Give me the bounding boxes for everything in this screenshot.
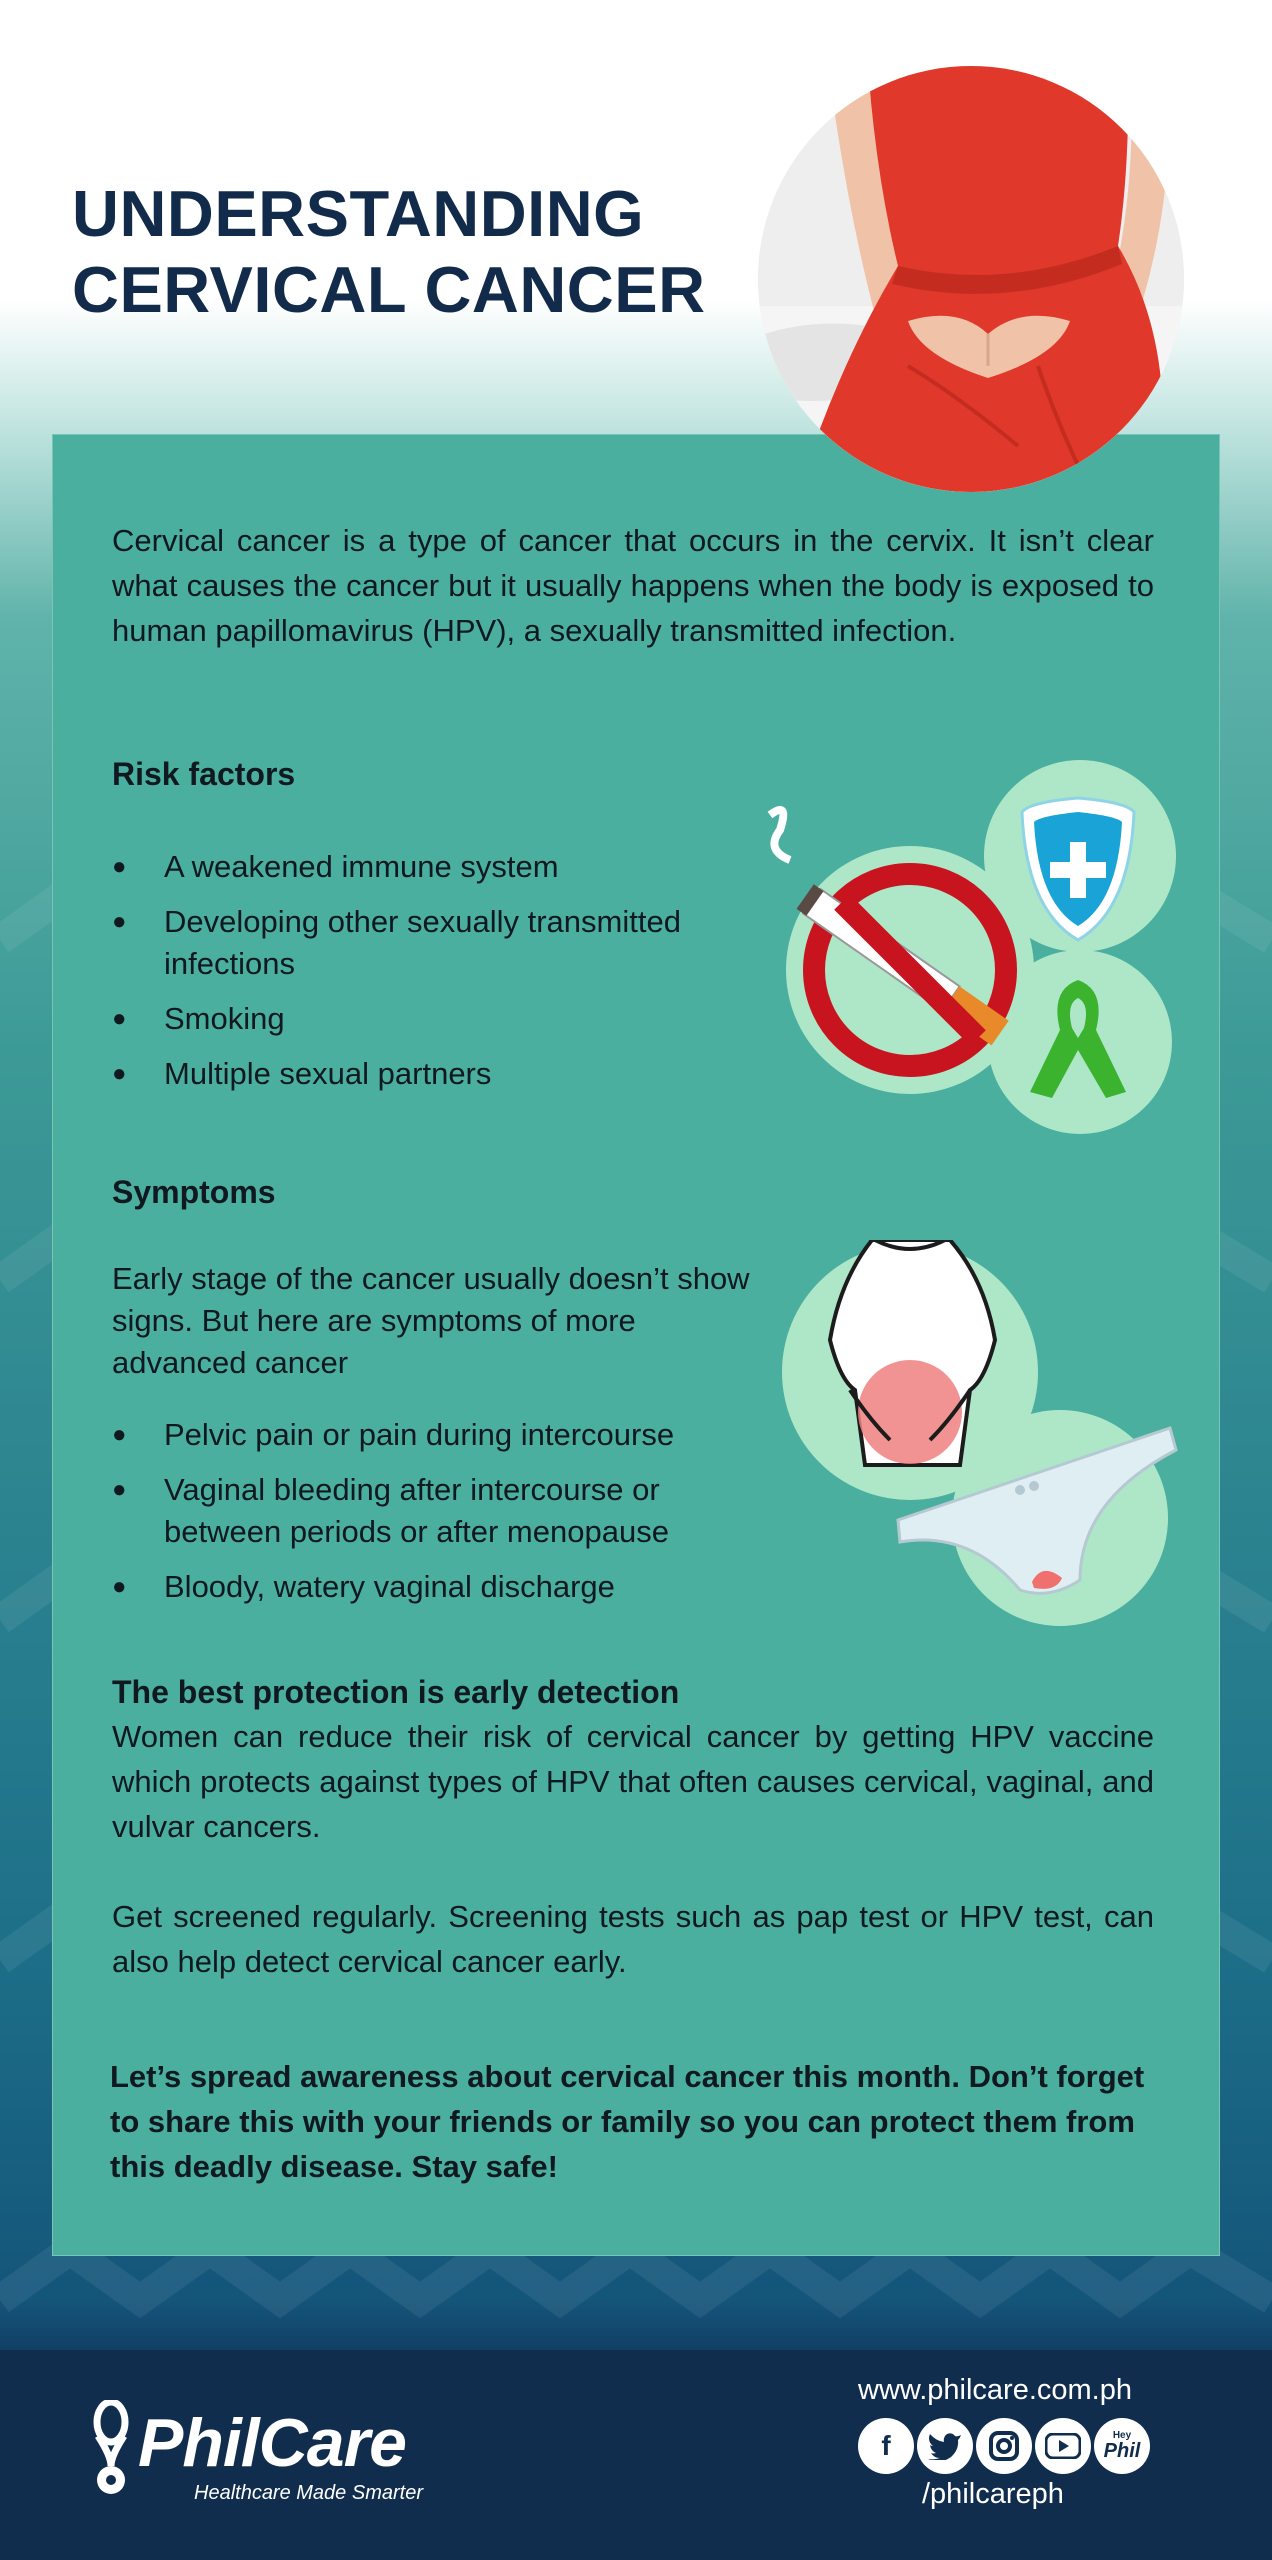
list-item: ● Pelvic pain or pain during intercourse [112,1414,752,1456]
list-item: ● Bloody, watery vaginal discharge [112,1566,752,1608]
protection-paragraph-1: Women can reduce their risk of cervical cancer by getting HPV vaccine which protects against types of HPV that often causes cervical, vaginal, and vulvar cancers. [112,1719,1154,1844]
symptoms-intro: Early stage of the cancer usually doesn’t show signs. But here are symptoms of more advanced cancer [112,1261,750,1380]
page-title-line-1: UNDERSTANDING [72,177,645,250]
social-handle[interactable]: /philcareph [922,2478,1064,2510]
brand-tagline: Healthcare Made Smarter [194,2482,423,2504]
brand-name: PhilCare [138,2405,406,2481]
call-to-action: Let’s spread awareness about cervical cancer this month. Don’t forget to share this with your friends or family so you can protect them from this deadly disease. Stay safe! [110,2059,1145,2184]
website-link[interactable]: www.philcare.com.ph [858,2374,1132,2406]
instagram-icon[interactable] [976,2418,1032,2474]
page-title [72,176,732,328]
protection-paragraph-2: Get screened regularly. Screening tests such as pap test or HPV test, can also help detect cervical cancer early. [112,1899,1154,1979]
risk-factors-heading: Risk factors [112,756,296,792]
list-item: ● A weakened immune system [112,846,732,888]
page-title-line-2: CERVICAL CANCER [72,253,706,326]
list-item: ● Multiple sexual partners [112,1053,732,1095]
twitter-icon[interactable] [917,2418,973,2474]
protection-heading: The best protection is early detection [112,1674,680,1710]
intro-paragraph: Cervical cancer is a type of cancer that occurs in the cervix. It isn’t clear what causes the cancer but it usually happens when the body is exposed to human papillomavirus (HPV), a sexually transmitted infection. [112,523,1154,648]
symptoms-illustration [780,1240,1180,1640]
youtube-icon[interactable] [1035,2418,1091,2474]
woman-red-dress-photo [758,66,1184,492]
symptoms-heading: Symptoms [112,1174,276,1210]
risk-factors-illustration [760,760,1180,1140]
list-item: ● Vaginal bleeding after intercourse or between periods or after menopause [112,1469,752,1553]
risk-factors-list [112,846,732,1108]
hey-phil-big-text: Phil [1103,2440,1141,2462]
facebook-icon[interactable]: f [858,2418,914,2474]
list-item: ● Developing other sexually transmitted infections [112,901,732,985]
symptoms-list [112,1414,752,1621]
social-links [858,2418,1150,2474]
philcare-logo [88,2400,423,2504]
philcare-mark-icon [88,2400,134,2496]
list-item: ● Smoking [112,998,732,1040]
hey-phil-small-text: Hey [1112,2430,1132,2441]
hey-phil-icon[interactable] [1094,2418,1150,2474]
